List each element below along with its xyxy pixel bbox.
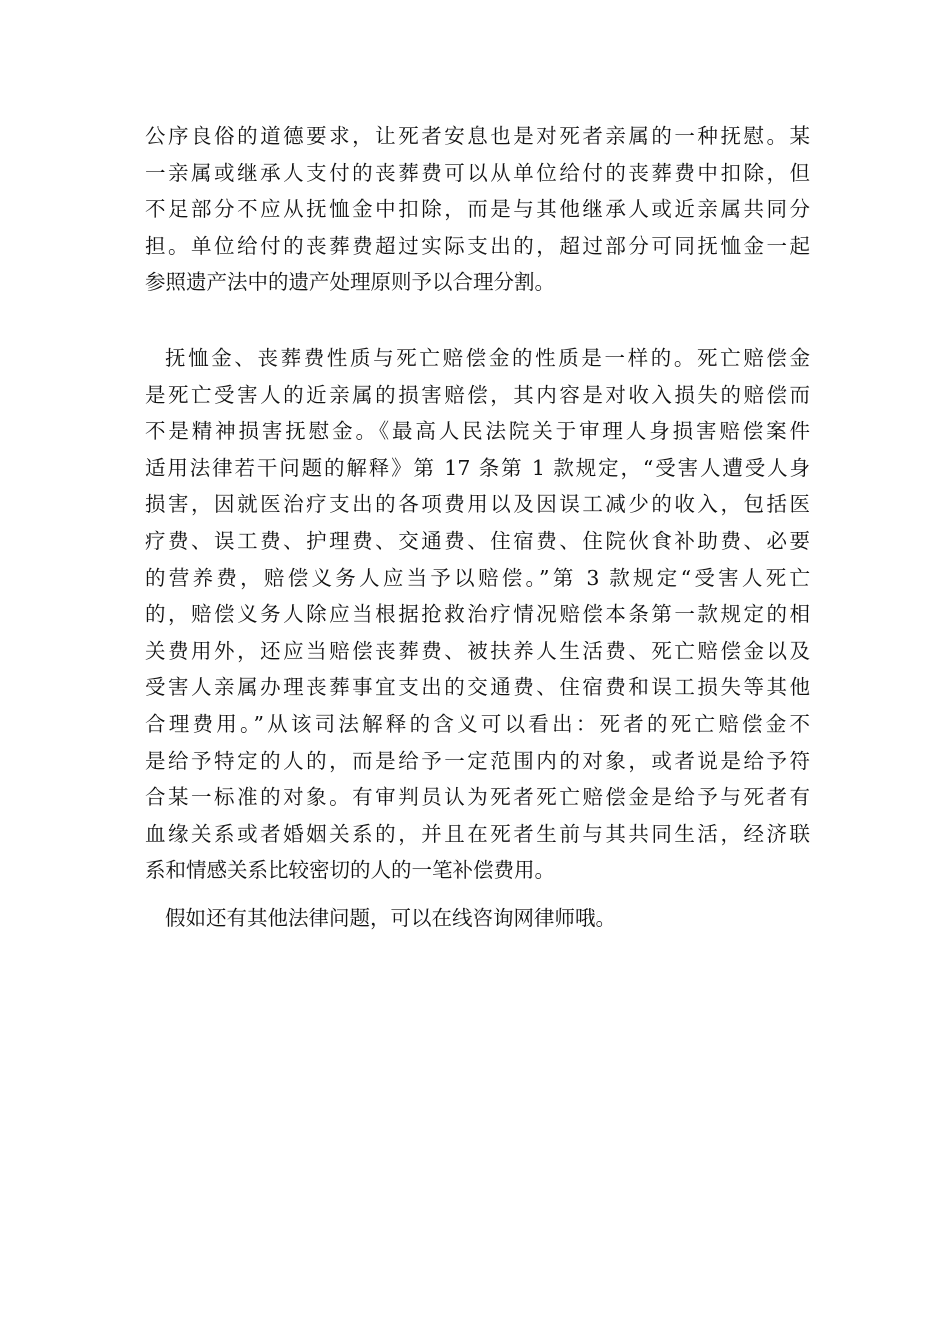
text-line: 假如还有其他法律问题，可以在线咨询网律师哦。	[165, 906, 616, 930]
paragraph-death-compensation	[145, 340, 810, 889]
text-line: 的营养费，赔偿义务人应当予以赔偿。”第 3 款规定“受害人死亡	[145, 565, 810, 590]
text-line: 合某一标准的对象。有审判员认为死者死亡赔偿金是给予与死者有	[145, 785, 810, 810]
text-line: 适用法律若干问题的解释》第 17 条第 1 款规定，“受害人遭受人身	[145, 455, 810, 480]
text-line: 合理费用。”从该司法解释的含义可以看出：死者的死亡赔偿金不	[145, 711, 810, 736]
text-line: 的，赔偿义务人除应当根据抢救治疗情况赔偿本条第一款规定的相	[145, 602, 810, 627]
paragraph-consult-lawyer	[145, 900, 810, 937]
text-line: 担。单位给付的丧葬费超过实际支出的，超过部分可同抚恤金一起	[145, 233, 810, 258]
text-line: 是给予特定的人的，而是给予一定范围内的对象，或者说是给予符	[145, 748, 810, 773]
text-line: 不是精神损害抚慰金。《最高人民法院关于审理人身损害赔偿案件	[145, 419, 810, 444]
text-line: 疗费、误工费、护理费、交通费、住宿费、住院伙食补助费、必要	[145, 528, 810, 553]
text-line: 不足部分不应从抚恤金中扣除，而是与其他继承人或近亲属共同分	[145, 197, 810, 222]
text-line: 抚恤金、丧葬费性质与死亡赔偿金的性质是一样的。死亡赔偿金	[165, 346, 810, 370]
text-line: 关费用外，还应当赔偿丧葬费、被扶养人生活费、死亡赔偿金以及	[145, 638, 810, 663]
text-line: 一亲属或继承人支付的丧葬费可以从单位给付的丧葬费中扣除，但	[145, 160, 810, 185]
text-line: 是死亡受害人的近亲属的损害赔偿，其内容是对收入损失的赔偿而	[145, 382, 810, 407]
text-line: 血缘关系或者婚姻关系的，并且在死者生前与其共同生活，经济联	[145, 821, 810, 846]
text-line: 系和情感关系比较密切的人的一笔补偿费用。	[145, 858, 555, 883]
text-line: 参照遗产法中的遗产处理原则予以合理分割。	[145, 270, 555, 295]
text-line: 受害人亲属办理丧葬事宜支出的交通费、住宿费和误工损失等其他	[145, 675, 810, 700]
paragraph-funeral-expenses	[145, 118, 810, 301]
text-line: 公序良俗的道德要求，让死者安息也是对死者亲属的一种抚慰。某	[145, 124, 810, 148]
text-line: 损害，因就医治疗支出的各项费用以及因误工减少的收入，包括医	[145, 492, 810, 517]
